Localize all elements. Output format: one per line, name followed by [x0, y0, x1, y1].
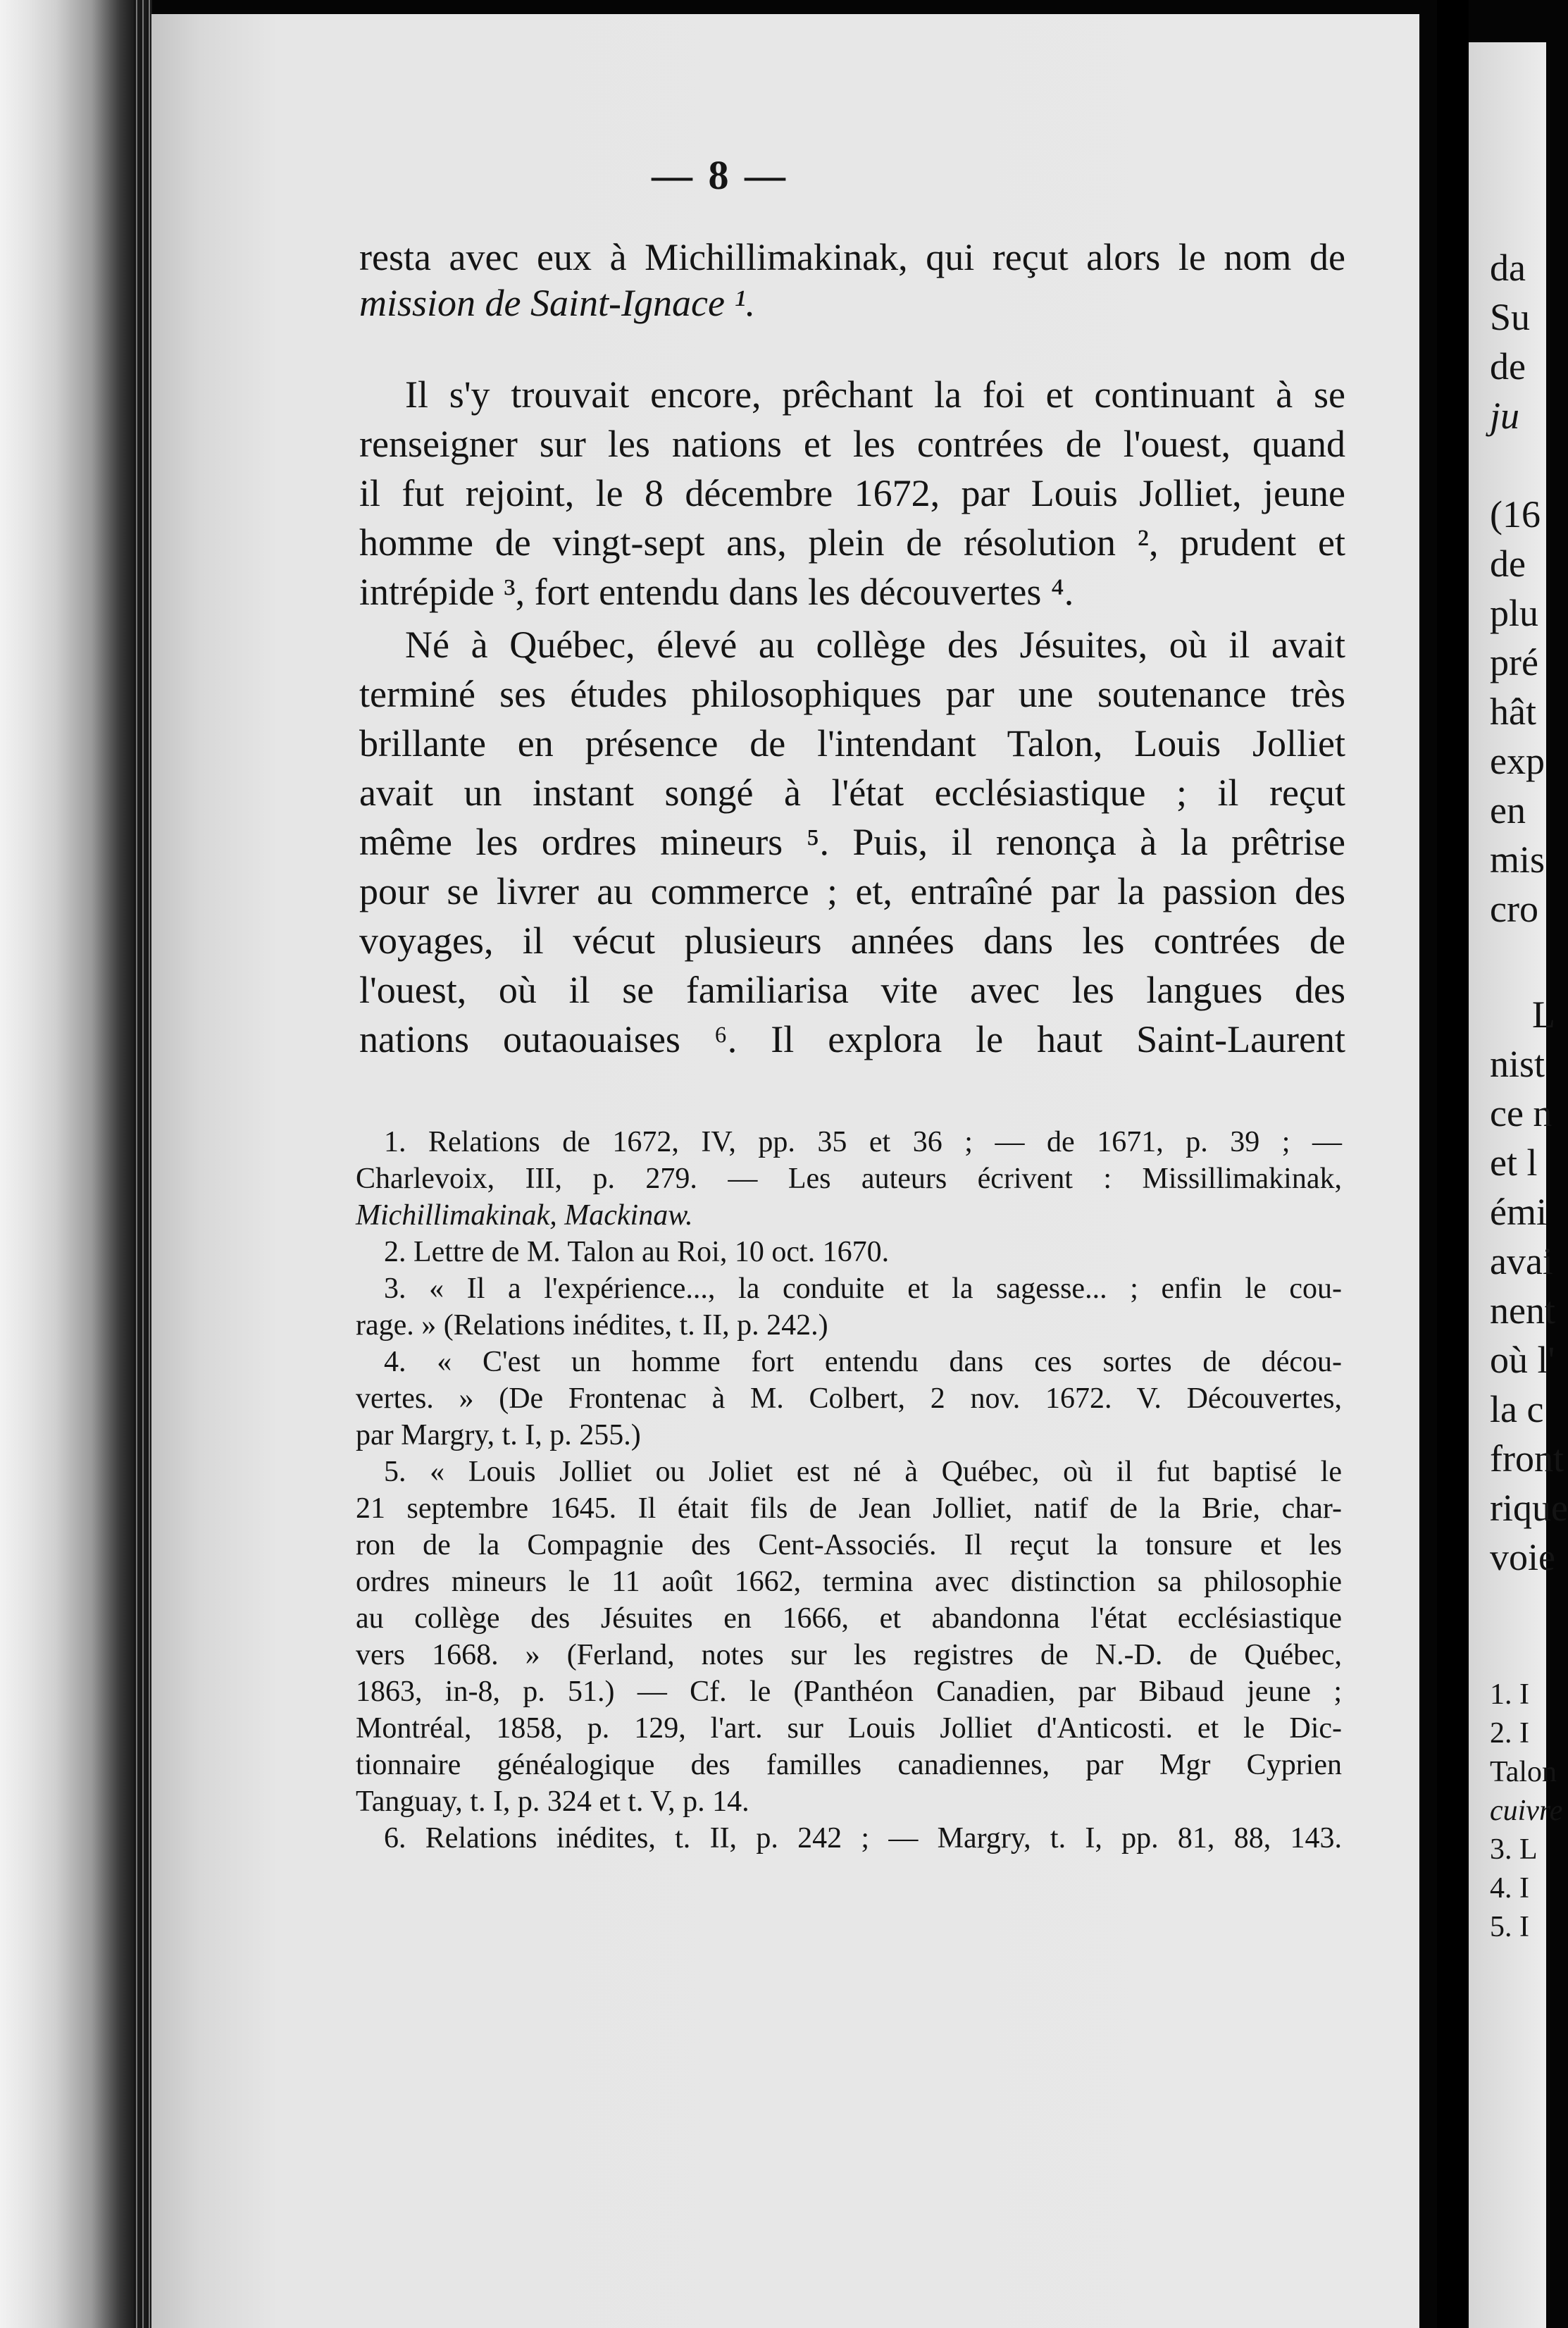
- body-line: intrépide ³, fort entendu dans les découvertes ⁴.: [359, 571, 1074, 613]
- footnote-line: tionnaire généalogique des familles canadiennes, par Mgr Cyprien: [356, 1749, 1342, 1781]
- body-line: l'ouest, où il se familiarisa vite avec les langues des: [359, 969, 1345, 1011]
- facing-line: où l': [1490, 1339, 1555, 1381]
- footnote-line: Michillimakinak, Mackinaw.: [356, 1199, 693, 1232]
- facing-line: cro: [1490, 888, 1538, 930]
- facing-page: [1469, 42, 1568, 2328]
- facing-line: plu: [1490, 592, 1539, 634]
- facing-line: en: [1490, 789, 1526, 831]
- facing-line: front: [1490, 1437, 1564, 1480]
- body-line: terminé ses études philosophiques par une soutenance très: [359, 673, 1345, 715]
- facing-line: de: [1490, 543, 1526, 585]
- footnote-line: Tanguay, t. I, p. 324 et t. V, p. 14.: [356, 1785, 749, 1818]
- body-line: brillante en présence de l'intendant Talon, Louis Jolliet: [359, 722, 1345, 764]
- facing-line: L: [1532, 993, 1555, 1036]
- facing-line: ce n: [1490, 1092, 1553, 1134]
- facing-line: voie: [1490, 1536, 1555, 1578]
- footnote-line: vers 1668. » (Ferland, notes sur les registres de N.-D. de Québec,: [356, 1639, 1342, 1671]
- facing-line: (16: [1490, 493, 1541, 535]
- facing-note: 2. I: [1490, 1717, 1529, 1750]
- footnote-line: 6. Relations inédites, t. II, p. 242 ; — Margry, t. I, pp. 81, 88, 143.: [384, 1822, 1342, 1855]
- footnote-line: Montréal, 1858, p. 129, l'art. sur Louis Jolliet d'Anticosti. et le Dic-: [356, 1712, 1342, 1745]
- facing-note: 4. I: [1490, 1872, 1529, 1905]
- footnote-line: Charlevoix, III, p. 279. — Les auteurs écrivent : Missillimakinak,: [356, 1163, 1342, 1195]
- facing-line: émi: [1490, 1191, 1547, 1233]
- body-line: voyages, il vécut plusieurs années dans les contrées de: [359, 920, 1345, 962]
- facing-note: cuivre: [1490, 1795, 1563, 1827]
- footnote-line: par Margry, t. I, p. 255.): [356, 1419, 641, 1451]
- body-line: mission de Saint-Ignace ¹.: [359, 282, 756, 324]
- footnote-line: ordres mineurs le 11 août 1662, termina avec distinction sa philosophie: [356, 1566, 1342, 1598]
- facing-line: Su: [1490, 296, 1531, 338]
- facing-line: hât: [1490, 691, 1536, 733]
- body-line: resta avec eux à Michillimakinak, qui reçut alors le nom de: [359, 236, 1345, 278]
- facing-line: et l: [1490, 1141, 1538, 1184]
- facing-line: ju: [1490, 395, 1520, 437]
- facing-note: Talon: [1490, 1756, 1557, 1788]
- footnote-line: 5. « Louis Jolliet ou Joliet est né à Québec, où il fut baptisé le: [384, 1456, 1342, 1488]
- body-line: nations outaouaises ⁶. Il explora le haut Saint-Laurent: [359, 1018, 1345, 1060]
- body-line: homme de vingt-sept ans, plein de résolution ², prudent et: [359, 521, 1345, 564]
- facing-note: 1. I: [1490, 1678, 1529, 1711]
- facing-line: nent: [1490, 1289, 1555, 1332]
- facing-line: de: [1490, 345, 1526, 388]
- facing-line: da: [1490, 247, 1526, 289]
- footnote-line: 4. « C'est un homme fort entendu dans ces sortes de décou-: [384, 1346, 1342, 1378]
- page-number: — 8 —: [652, 152, 788, 198]
- facing-line: mis: [1490, 838, 1545, 881]
- body-line: il fut rejoint, le 8 décembre 1672, par Louis Jolliet, jeune: [359, 472, 1345, 514]
- body-line: renseigner sur les nations et les contrées de l'ouest, quand: [359, 423, 1345, 465]
- facing-line: la c: [1490, 1388, 1544, 1430]
- body-line: Né à Québec, élevé au collège des Jésuites, où il avait: [405, 624, 1345, 666]
- facing-line: exp: [1490, 740, 1545, 782]
- body-line: pour se livrer au commerce ; et, entraîné par la passion des: [359, 870, 1345, 912]
- facing-line: pré: [1490, 641, 1538, 683]
- footnote-line: 21 septembre 1645. Il était fils de Jean Jolliet, natif de la Brie, char-: [356, 1492, 1342, 1525]
- footnote-line: 1863, in-8, p. 51.) — Cf. le (Panthéon Canadien, par Bibaud jeune ;: [356, 1676, 1342, 1708]
- footnote-line: rage. » (Relations inédites, t. II, p. 242.): [356, 1309, 828, 1342]
- facing-note: 3. L: [1490, 1833, 1538, 1866]
- book-binding-edge: [134, 0, 152, 2328]
- footnote-line: 3. « Il a l'expérience..., la conduite et la sagesse... ; enfin le cou-: [384, 1273, 1342, 1305]
- body-line: Il s'y trouvait encore, prêchant la foi et continuant à se: [405, 373, 1345, 416]
- body-line: avait un instant songé à l'état ecclésiastique ; il reçut: [359, 772, 1345, 814]
- footnote-line: 1. Relations de 1672, IV, pp. 35 et 36 ; — de 1671, p. 39 ; —: [384, 1126, 1342, 1158]
- facing-line: avai: [1490, 1240, 1553, 1282]
- footnote-line: 2. Lettre de M. Talon au Roi, 10 oct. 1670.: [384, 1236, 890, 1268]
- body-line: même les ordres mineurs ⁵. Puis, il renonça à la prêtrise: [359, 821, 1345, 863]
- facing-line: rique: [1490, 1487, 1568, 1529]
- footnote-line: vertes. » (De Frontenac à M. Colbert, 2 nov. 1672. V. Découvertes,: [356, 1382, 1342, 1415]
- footnote-line: ron de la Compagnie des Cent-Associés. Il reçut la tonsure et les: [356, 1529, 1342, 1561]
- page-gutter-left: [0, 0, 141, 2328]
- footnote-line: au collège des Jésuites en 1666, et abandonna l'état ecclésiastique: [356, 1602, 1342, 1635]
- gutter-shadow: [1437, 0, 1469, 2328]
- facing-line: nist: [1490, 1043, 1545, 1085]
- facing-note: 5. I: [1490, 1911, 1529, 1943]
